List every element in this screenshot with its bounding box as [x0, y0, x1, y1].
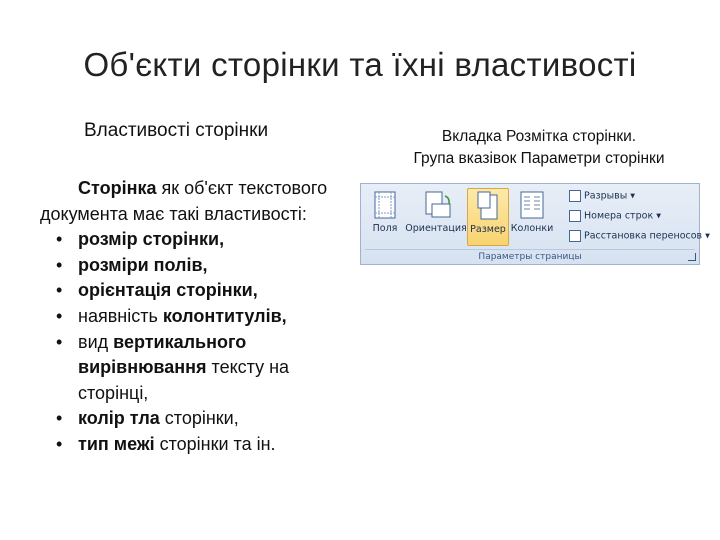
left-heading: Властивості сторінки	[84, 120, 269, 141]
columns-button[interactable]	[509, 188, 555, 244]
group-label: Параметры страницы	[478, 252, 582, 262]
bullet: •	[56, 254, 63, 275]
item-rest: сторінки та ін.	[154, 433, 276, 454]
slide-title: Об'єкти сторінки та їхні властивості	[83, 46, 637, 83]
list-item	[40, 330, 360, 407]
orientation-label: Ориентация	[405, 223, 467, 234]
right-heading-line1: Вкладка Розмітка сторінки.	[441, 128, 637, 145]
item-rest: сторінки,	[159, 408, 239, 429]
item-bold: розмір сторінки,	[78, 229, 225, 250]
line-numbers-button[interactable]	[569, 210, 661, 222]
bullet: •	[56, 331, 63, 352]
item-bold: тип межі	[78, 433, 155, 454]
item-bold: вертикального вирівнювання	[78, 331, 247, 378]
margins-icon	[372, 190, 398, 220]
right-heading-line2: Група вказівок Параметри сторінки	[413, 150, 665, 167]
breaks-label: Разрывы ▾	[584, 190, 636, 202]
breaks-icon	[569, 190, 581, 202]
size-icon	[475, 191, 501, 221]
item-bold: колонтитулів,	[162, 305, 287, 326]
list-item	[40, 432, 360, 458]
intro-paragraph	[40, 176, 360, 227]
hyphenation-button[interactable]	[569, 230, 710, 242]
item-pre: вид	[78, 331, 114, 352]
right-heading	[386, 126, 692, 170]
breaks-button[interactable]	[569, 190, 635, 202]
orientation-button[interactable]	[405, 188, 467, 244]
hyphenation-label: Расстановка переносов ▾	[584, 230, 710, 242]
intro-rest: як об'єкт текстового документа має такі властивості:	[40, 178, 328, 224]
size-label: Размер	[470, 224, 506, 235]
item-bold: розміри полів,	[78, 254, 208, 275]
bullet: •	[56, 305, 63, 326]
list-item	[40, 253, 360, 279]
list-item	[40, 406, 360, 432]
bullet: •	[56, 229, 63, 250]
orientation-icon	[423, 190, 449, 220]
bullet: •	[56, 280, 63, 301]
columns-icon	[519, 190, 545, 220]
intro-bold: Сторінка	[78, 178, 157, 198]
columns-label: Колонки	[510, 223, 554, 234]
size-button[interactable]	[467, 188, 509, 246]
list-item	[40, 304, 360, 330]
line-numbers-icon	[569, 210, 581, 222]
hyphenation-icon	[569, 230, 581, 242]
margins-label: Поля	[372, 223, 398, 234]
margins-button[interactable]	[365, 188, 405, 244]
item-bold: колір тла	[78, 408, 160, 429]
item-rest: тексту на сторінці,	[78, 357, 290, 403]
bullet: •	[56, 408, 63, 429]
line-numbers-label: Номера строк ▾	[584, 210, 661, 222]
item-pre: наявність	[78, 305, 163, 326]
properties-text	[40, 176, 360, 458]
group-divider	[365, 249, 695, 250]
list-item	[40, 227, 360, 253]
page-setup-ribbon	[360, 183, 710, 265]
properties-list	[40, 227, 360, 457]
item-bold: орієнтація сторінки,	[78, 280, 258, 301]
list-item	[40, 278, 360, 304]
dialog-launcher-icon[interactable]	[688, 253, 696, 261]
bullet: •	[56, 433, 63, 454]
